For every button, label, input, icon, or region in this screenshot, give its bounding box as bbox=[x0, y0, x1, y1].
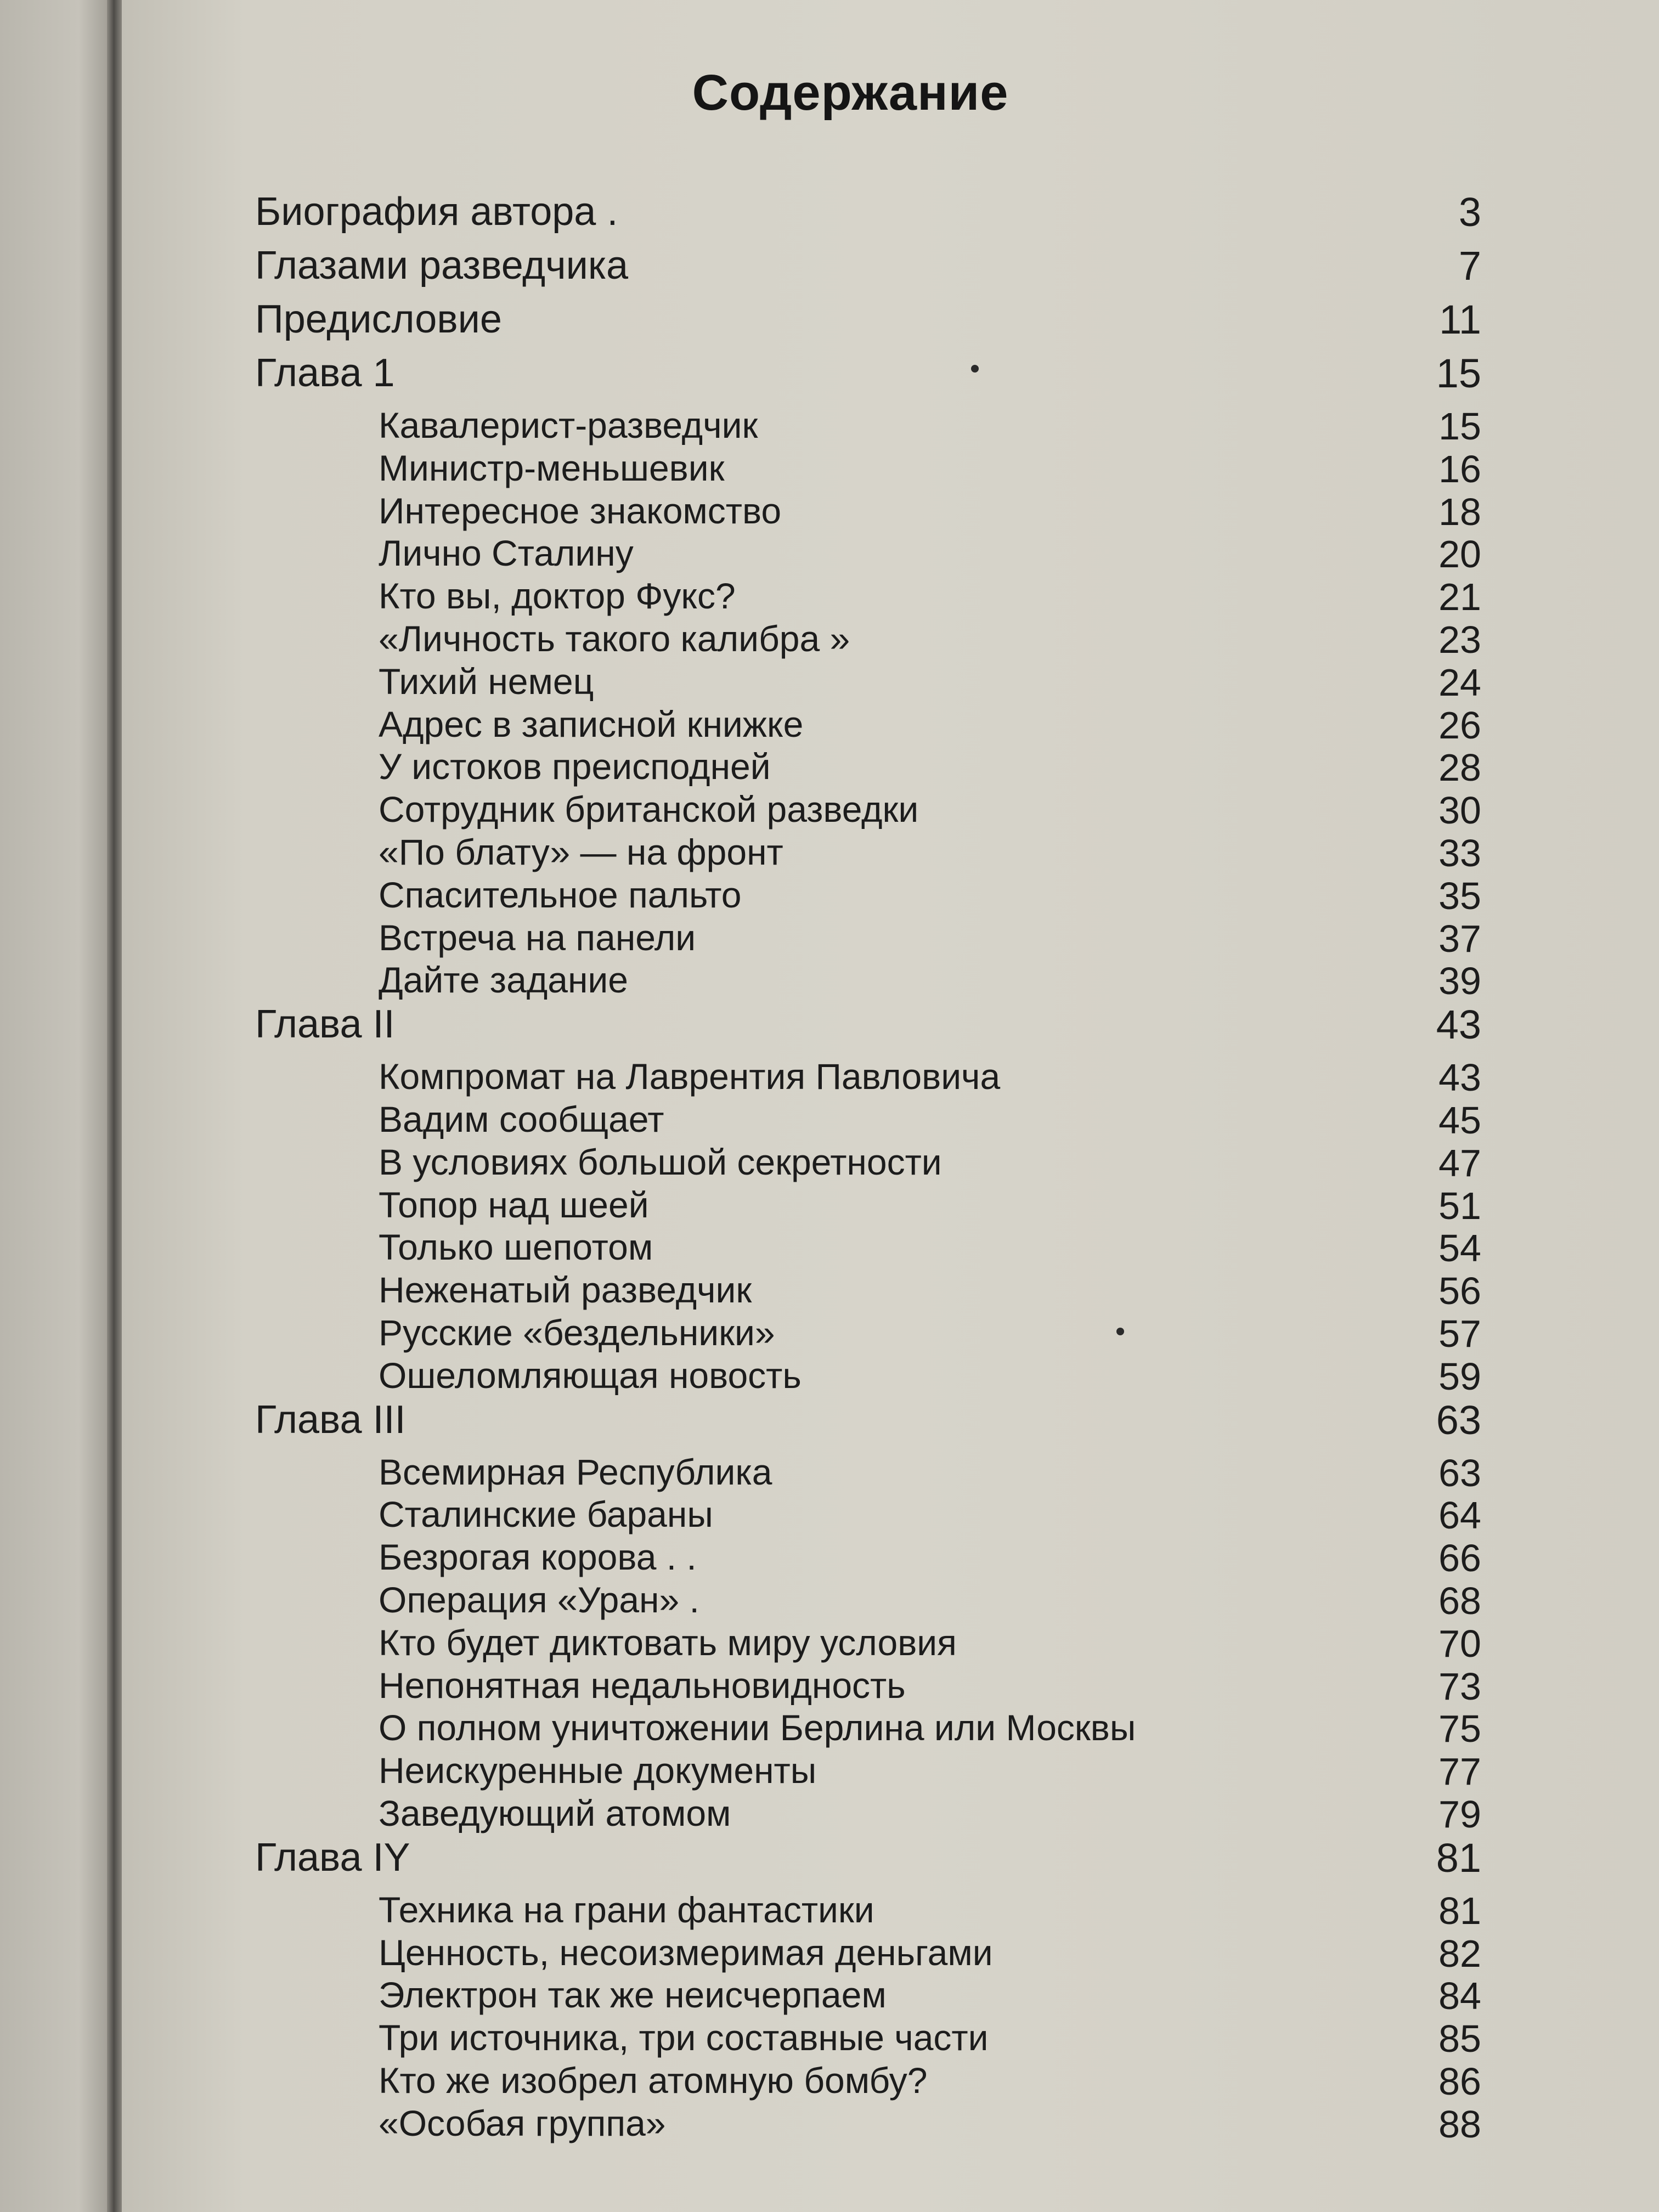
toc-page-number: 43 bbox=[1438, 1056, 1481, 1099]
toc-page-number: 15 bbox=[1438, 405, 1481, 448]
toc-page-number: 66 bbox=[1438, 1537, 1481, 1580]
toc-entry-title: Электрон так же неисчерпаем bbox=[379, 1974, 887, 2016]
toc-entry-title: Ошеломляющая новость bbox=[379, 1355, 802, 1396]
toc-entry-title: В условиях большой секретности bbox=[379, 1141, 942, 1182]
left-page-edge bbox=[0, 0, 112, 2212]
toc-page-number: 81 bbox=[1436, 1835, 1481, 1881]
toc-page-number: 54 bbox=[1438, 1227, 1481, 1270]
toc-page-number: 57 bbox=[1438, 1312, 1481, 1355]
toc-section-entry bbox=[247, 1451, 1481, 1497]
toc-page-number: 30 bbox=[1438, 789, 1481, 832]
toc-page-number: 18 bbox=[1438, 490, 1481, 533]
toc-page-number: 85 bbox=[1438, 2017, 1481, 2061]
toc-entry-title: Компромат на Лаврентия Павловича bbox=[379, 1056, 1001, 1097]
ink-speck bbox=[971, 365, 979, 373]
toc-entry-title: Глава II bbox=[255, 1002, 395, 1047]
toc-section-entry bbox=[247, 703, 1481, 749]
toc-page-number: 81 bbox=[1438, 1889, 1481, 1932]
toc-entry-title: Три источника, три составные части bbox=[379, 2017, 989, 2058]
toc-page-number: 33 bbox=[1438, 831, 1481, 874]
book-gutter bbox=[107, 0, 122, 2212]
toc-section-entry bbox=[247, 1579, 1481, 1624]
toc-entry-title: Спасительное пальто bbox=[379, 874, 742, 915]
toc-entry-title: Операция «Уран» . bbox=[379, 1579, 699, 1620]
toc-entry-title: Интересное знакомство bbox=[379, 490, 782, 531]
toc-page-number: 79 bbox=[1438, 1792, 1481, 1836]
toc-chapter-entry bbox=[247, 1835, 1481, 1892]
toc-page-number: 23 bbox=[1438, 618, 1481, 661]
toc-entry-title: Глава 1 bbox=[255, 351, 395, 395]
toc-section-entry bbox=[247, 1709, 1481, 1752]
toc-section-entry bbox=[247, 748, 1481, 791]
toc-section-entry bbox=[247, 575, 1481, 620]
toc-page-number: 77 bbox=[1438, 1750, 1481, 1793]
toc-section-entry bbox=[247, 407, 1481, 450]
toc-section-entry bbox=[247, 1269, 1481, 1314]
toc-entry-title: Биография автора . bbox=[255, 190, 618, 234]
toc-page-number: 15 bbox=[1436, 351, 1481, 396]
toc-page-number: 47 bbox=[1438, 1141, 1481, 1184]
toc-chapter-entry bbox=[247, 1397, 1481, 1454]
toc-entry-title: «Особая группа» bbox=[379, 2102, 666, 2143]
toc-entry-title: Ценность, несоизмеримая деньгами bbox=[379, 1932, 993, 1973]
toc-entry-title: Сотрудник британской разведки bbox=[379, 789, 919, 830]
toc-chapter-entry bbox=[247, 243, 1481, 300]
toc-entry-title: Только шепотом bbox=[379, 1227, 653, 1268]
toc-entry-title: Глазами разведчика bbox=[255, 244, 629, 287]
toc-entry-title: Встреча на панели bbox=[379, 917, 696, 958]
toc-section-entry bbox=[247, 791, 1481, 834]
toc-section-entry bbox=[247, 2019, 1481, 2062]
toc-page-number: 88 bbox=[1438, 2102, 1481, 2146]
toc-section-entry bbox=[247, 1184, 1481, 1229]
toc-entry-title: Тихий немец bbox=[379, 661, 594, 702]
toc-entry-title: Кто же изобрел атомную бомбу? bbox=[379, 2059, 928, 2101]
toc-page-number: 56 bbox=[1438, 1269, 1481, 1313]
toc-page-number: 73 bbox=[1438, 1664, 1481, 1708]
toc-page-number: 39 bbox=[1438, 960, 1481, 1003]
toc-page-number: 43 bbox=[1436, 1002, 1481, 1048]
toc-entry-title: Адрес в записной книжке bbox=[379, 703, 804, 744]
toc-page-number: 68 bbox=[1438, 1579, 1481, 1622]
toc-entry-title: «Личность такого калибра » bbox=[379, 618, 850, 659]
toc-page-number: 28 bbox=[1438, 746, 1481, 789]
toc-section-entry bbox=[247, 1792, 1481, 1838]
toc-section-entry bbox=[247, 1496, 1481, 1539]
toc-entry-title: Глава III bbox=[255, 1397, 406, 1442]
toc-page-number: 3 bbox=[1458, 189, 1481, 235]
toc-page-number: 35 bbox=[1438, 874, 1481, 917]
toc-page-number: 59 bbox=[1438, 1355, 1481, 1398]
toc-section-entry bbox=[247, 1934, 1481, 1977]
toc-section-entry bbox=[247, 1141, 1481, 1187]
toc-page-number: 11 bbox=[1439, 297, 1481, 342]
toc-section-entry bbox=[247, 1098, 1481, 1144]
toc-section-entry bbox=[247, 1889, 1481, 1934]
table-of-contents bbox=[247, 189, 1481, 2147]
toc-entry-title: Всемирная Республика bbox=[379, 1451, 772, 1492]
toc-section-entry bbox=[247, 1974, 1481, 2019]
toc-section-entry bbox=[247, 1752, 1481, 1795]
toc-page-number: 45 bbox=[1438, 1098, 1481, 1142]
toc-page-number: 24 bbox=[1438, 661, 1481, 704]
toc-page-number: 75 bbox=[1438, 1707, 1481, 1751]
toc-entry-title: Топор над шеей bbox=[379, 1184, 649, 1225]
toc-chapter-entry bbox=[247, 1002, 1481, 1058]
toc-chapter-entry bbox=[247, 189, 1481, 246]
toc-section-entry bbox=[247, 1058, 1481, 1101]
toc-section-entry bbox=[247, 447, 1481, 493]
toc-section-entry bbox=[247, 919, 1481, 962]
toc-page-number: 20 bbox=[1438, 533, 1481, 576]
toc-entry-title: О полном уничтожении Берлина или Москвы bbox=[379, 1707, 1136, 1748]
toc-entry-title: Министр-меньшевик bbox=[379, 447, 725, 488]
toc-page-number: 26 bbox=[1438, 703, 1481, 747]
toc-section-entry bbox=[247, 831, 1481, 877]
toc-entry-title: Заведующий атомом bbox=[379, 1792, 731, 1833]
toc-section-entry bbox=[247, 490, 1481, 535]
toc-entry-title: Дайте задание bbox=[379, 960, 629, 1001]
toc-section-entry bbox=[247, 1357, 1481, 1400]
toc-section-entry bbox=[247, 2102, 1481, 2148]
toc-page-number: 51 bbox=[1438, 1184, 1481, 1227]
page-title: Содержание bbox=[692, 64, 1009, 121]
toc-page-number: 16 bbox=[1438, 447, 1481, 490]
toc-entry-title: Сталинские бараны bbox=[379, 1494, 713, 1535]
toc-entry-title: Техника на грани фантастики bbox=[379, 1889, 874, 1930]
toc-page-number: 37 bbox=[1438, 917, 1481, 960]
toc-page-number: 82 bbox=[1438, 1932, 1481, 1975]
toc-chapter-entry bbox=[247, 353, 1481, 407]
toc-section-entry bbox=[247, 535, 1481, 578]
toc-entry-title: Лично Сталину bbox=[379, 533, 634, 574]
toc-entry-title: Безрогая корова . . bbox=[379, 1537, 697, 1578]
toc-entry-title: У истоков преисподней bbox=[379, 746, 771, 787]
toc-page-number: 84 bbox=[1438, 1974, 1481, 2018]
toc-section-entry bbox=[247, 620, 1481, 663]
toc-entry-title: Кто будет диктовать миру условия bbox=[379, 1622, 957, 1663]
toc-page-number: 63 bbox=[1438, 1451, 1481, 1494]
toc-entry-title: «По блату» — на фронт bbox=[379, 831, 783, 872]
toc-section-entry bbox=[247, 874, 1481, 919]
toc-section-entry bbox=[247, 1314, 1481, 1357]
toc-entry-title: Неженатый разведчик bbox=[379, 1269, 752, 1311]
toc-page-number: 86 bbox=[1438, 2059, 1481, 2103]
toc-entry-title: Неискуренные документы bbox=[379, 1750, 817, 1791]
toc-section-entry bbox=[247, 1539, 1481, 1582]
toc-section-entry bbox=[247, 1624, 1481, 1667]
toc-chapter-entry bbox=[247, 297, 1481, 353]
toc-entry-title: Кавалерист-разведчик bbox=[379, 405, 758, 445]
toc-entry-title: Глава IY bbox=[255, 1835, 410, 1880]
toc-entry-title: Вадим сообщает bbox=[379, 1098, 664, 1139]
toc-section-entry bbox=[247, 663, 1481, 706]
toc-page-number: 21 bbox=[1438, 575, 1481, 619]
toc-page-number: 64 bbox=[1438, 1494, 1481, 1537]
toc-entry-title: Кто вы, доктор Фукс? bbox=[379, 575, 736, 617]
toc-page-number: 63 bbox=[1436, 1397, 1481, 1443]
toc-section-entry bbox=[247, 962, 1481, 1005]
toc-page-number: 7 bbox=[1458, 243, 1481, 289]
toc-entry-title: Непонятная недальновидность bbox=[379, 1664, 906, 1706]
toc-section-entry bbox=[247, 1229, 1481, 1272]
ink-speck bbox=[1116, 1328, 1124, 1335]
toc-entry-title: Предисловие bbox=[255, 297, 502, 341]
toc-entry-title: Русские «бездельники» bbox=[379, 1312, 775, 1353]
toc-section-entry bbox=[247, 1664, 1481, 1710]
toc-section-entry bbox=[247, 2059, 1481, 2105]
toc-page-number: 70 bbox=[1438, 1622, 1481, 1665]
